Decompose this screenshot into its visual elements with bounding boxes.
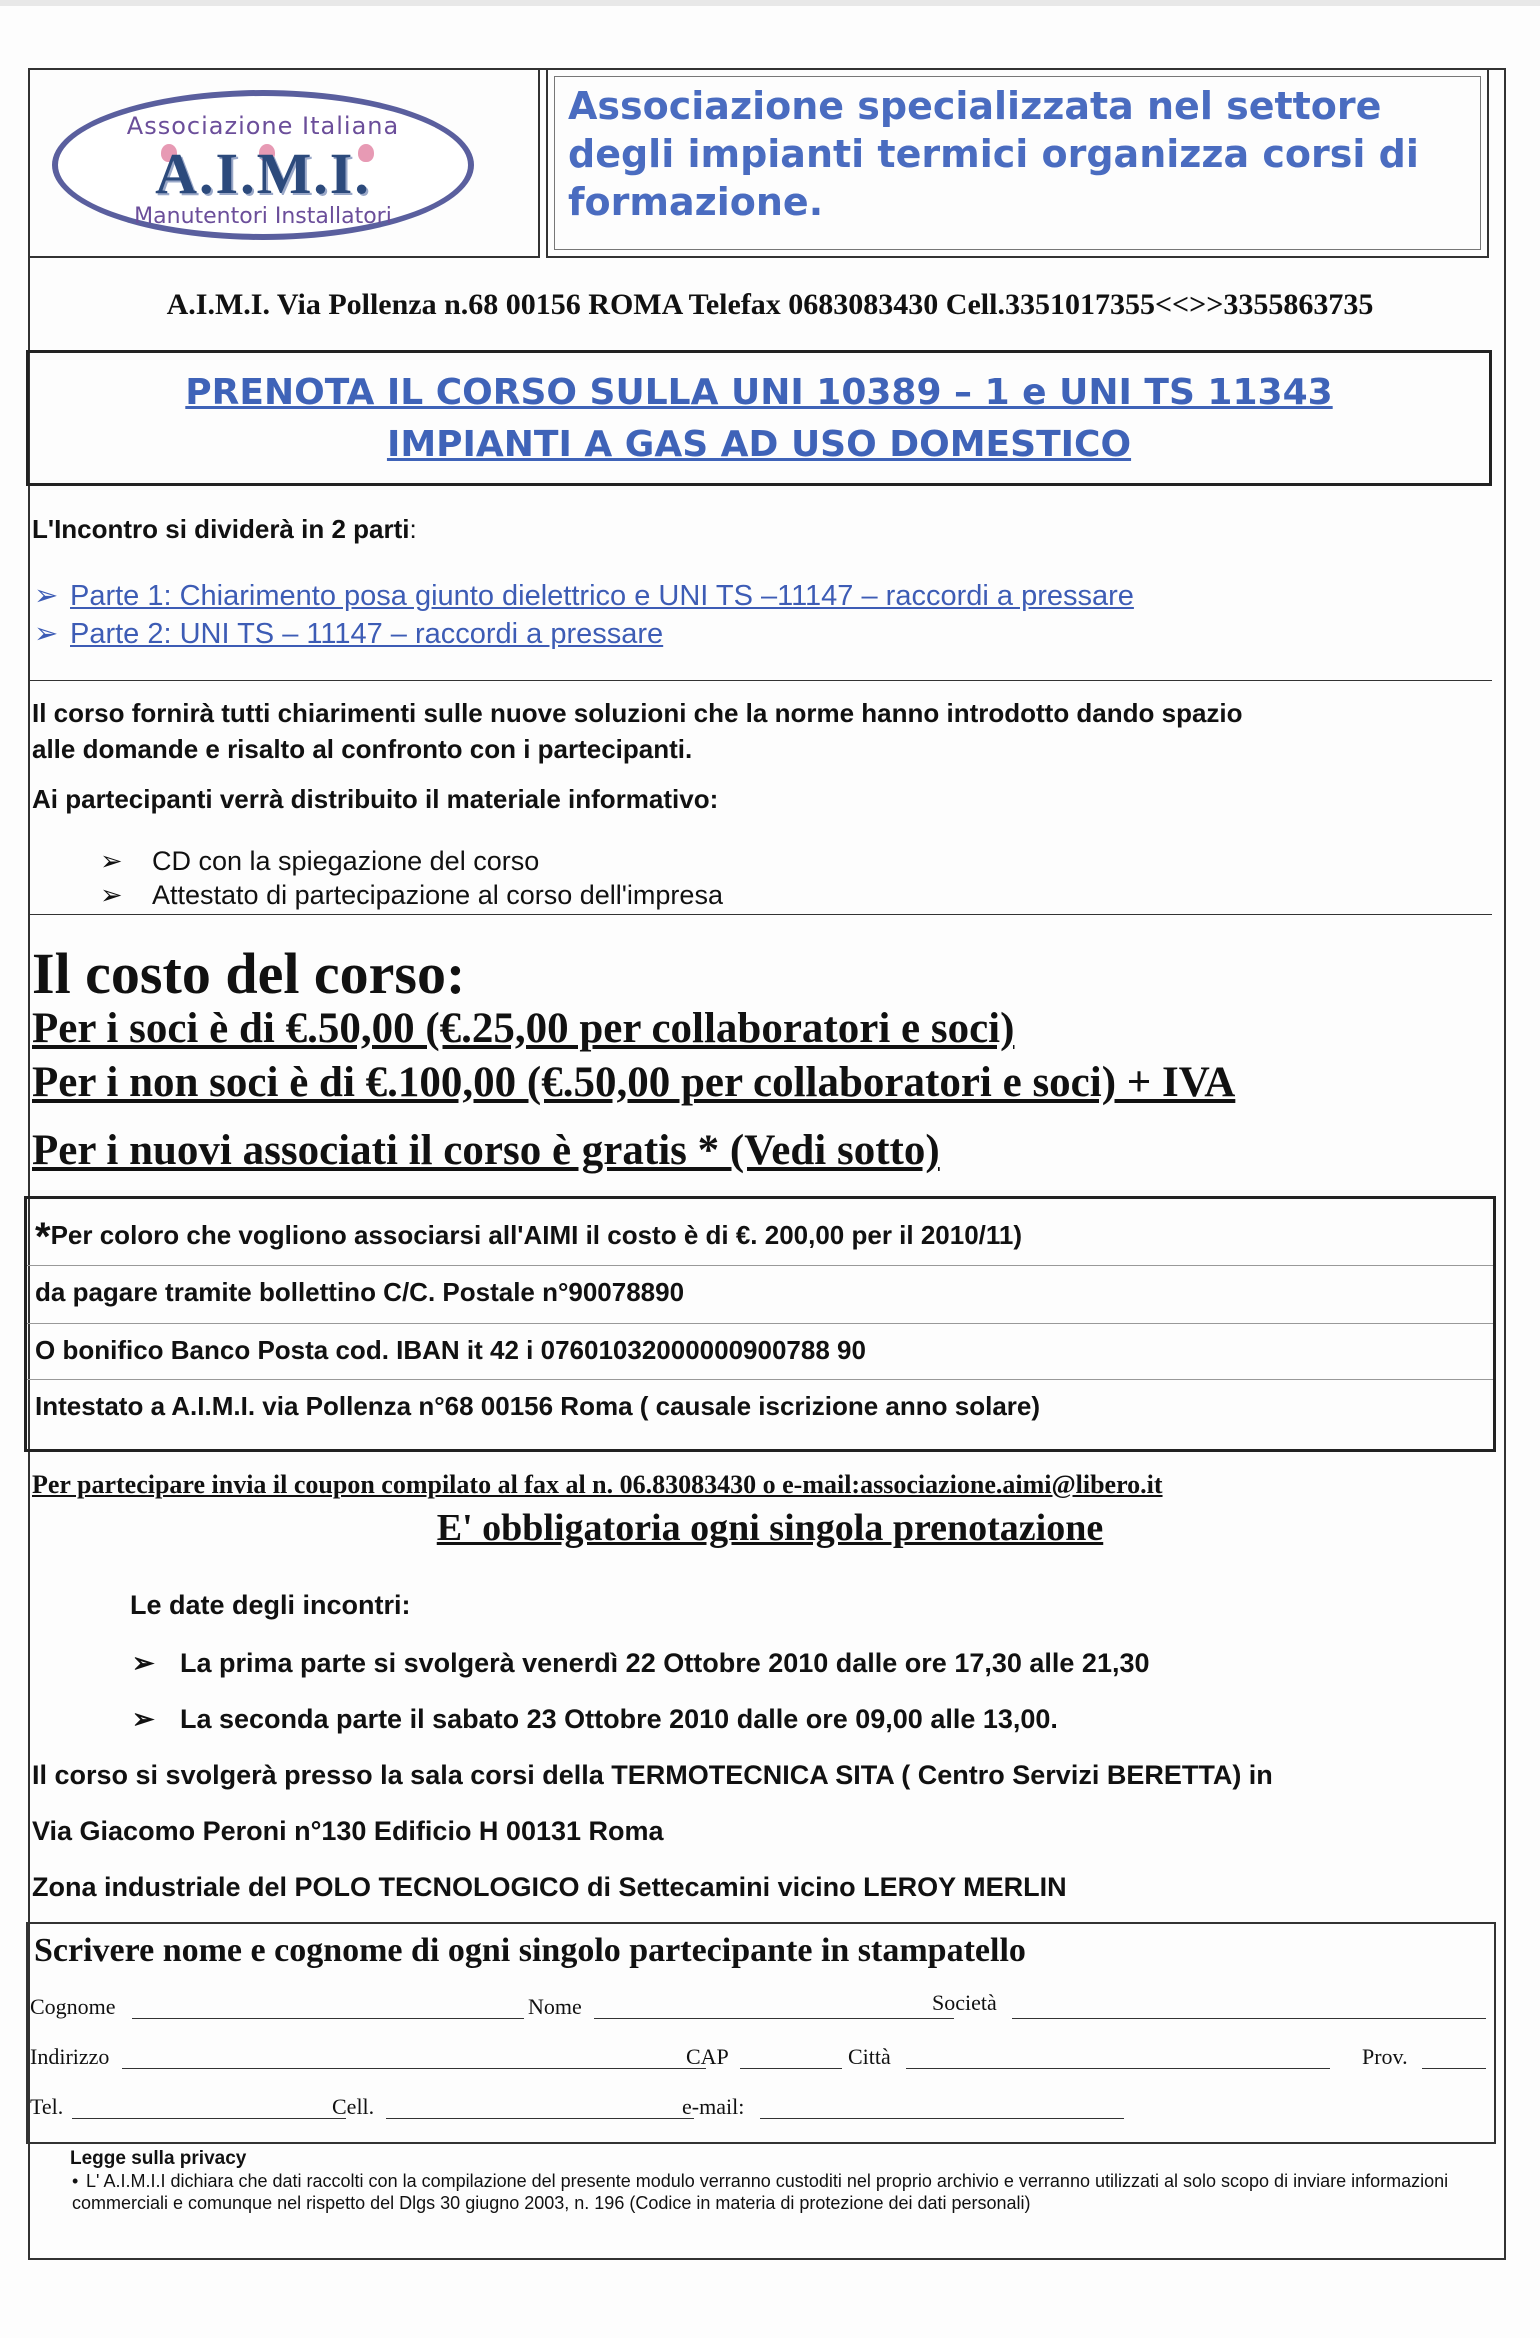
tel-field[interactable]: [72, 2118, 346, 2119]
indirizzo-field[interactable]: [122, 2068, 706, 2069]
send-instructions: Per partecipare invia il coupon compilato al fax al n. 06.83083430 o e-mail:associazione.aimi@libero.it: [32, 1470, 1163, 1499]
part-item: ➢ Parte 1: Chiarimento posa giunto dielettrico e UNI TS –11147 – raccordi a pressare: [34, 580, 1134, 612]
material-item: ➢ Attestato di partecipazione al corso dell'impresa: [100, 880, 723, 910]
registration-form: [26, 1922, 1496, 2144]
description-line2: alle domande e risalto al confronto con i partecipanti.: [32, 734, 693, 764]
venue-line1: Il corso si svolgerà presso la sala corsi della TERMOTECNICA SITA ( Centro Servizi BERETTA) in: [32, 1760, 1273, 1790]
mandatory-booking: E' obbligatoria ogni singola prenotazione: [436, 1507, 1104, 1549]
logo-box: [28, 68, 540, 258]
arrow-bullet-icon: ➢: [100, 846, 123, 876]
header-box: [546, 68, 1489, 258]
cost-line-new-members: Per i nuovi associati il corso è gratis * (Vedi sotto): [32, 1127, 940, 1174]
cognome-field[interactable]: [132, 2018, 524, 2019]
membership-note-box: [24, 1196, 1496, 1452]
cap-label: CAP: [686, 2044, 729, 2069]
header-text: Associazione specializzata nel settore degli impianti termici organizza corsi di formazione.: [568, 84, 1419, 224]
cap-field[interactable]: [740, 2068, 842, 2069]
logo-main-text: A.I.M.I.: [155, 141, 371, 206]
aimi-logo: [52, 90, 474, 240]
logo-bottom-text: Manutentori Installatori: [134, 204, 392, 229]
note-line3: O bonifico Banco Posta cod. IBAN it 42 i 07601032000000900788 90: [35, 1335, 866, 1365]
divider: [30, 680, 1492, 681]
cost-line-soci: Per i soci è di €.50,00 (€.25,00 per collaboratori e soci): [32, 1005, 1015, 1052]
cell-field[interactable]: [386, 2118, 694, 2119]
course-title-line2: IMPIANTI A GAS AD USO DOMESTICO: [386, 424, 1132, 465]
arrow-bullet-icon: ➢: [100, 880, 123, 910]
email-label: e-mail:: [682, 2094, 745, 2119]
venue-line3: Zona industriale del POLO TECNOLOGICO di Settecamini vicino LEROY MERLIN: [32, 1872, 1067, 1902]
citta-label: Città: [848, 2044, 891, 2069]
note-line1: *Per coloro che vogliono associarsi all'AIMI il costo è di €. 200,00 per il 2010/11): [35, 1215, 1023, 1259]
description-line1: Il corso fornirà tutti chiarimenti sulle nuove soluzioni che la norme hanno introdotto dando spazio: [32, 698, 1243, 728]
address-line: A.I.M.I. Via Pollenza n.68 00156 ROMA Telefax 0683083430 Cell.3351017355<<>>3355863735: [166, 288, 1374, 321]
indirizzo-label: Indirizzo: [30, 2044, 110, 2069]
logo-top-text: Associazione Italiana: [126, 112, 400, 140]
note-line4: Intestato a A.I.M.I. via Pollenza n°68 00156 Roma ( causale iscrizione anno solare): [35, 1391, 1041, 1421]
course-title-box: [26, 350, 1492, 486]
scan-edge: [0, 0, 1540, 6]
nome-label: Nome: [528, 1994, 582, 2019]
arrow-bullet-icon: ➢: [132, 1704, 155, 1734]
arrow-bullet-icon: ➢: [34, 580, 59, 612]
material-item: ➢ CD con la spiegazione del corso: [100, 846, 540, 876]
note-line2: da pagare tramite bollettino C/C. Postale n°90078890: [35, 1277, 685, 1307]
email-field[interactable]: [760, 2118, 1124, 2119]
societa-field[interactable]: [1012, 2018, 1486, 2019]
arrow-bullet-icon: ➢: [34, 618, 59, 650]
cognome-label: Cognome: [30, 1994, 116, 2019]
date-item: ➢ La prima parte si svolgerà venerdì 22 Ottobre 2010 dalle ore 17,30 alle 21,30: [132, 1648, 1150, 1678]
cost-line-non-soci: Per i non soci è di €.100,00 (€.50,00 per collaboratori e soci) + IVA: [32, 1059, 1236, 1106]
tel-label: Tel.: [30, 2094, 64, 2119]
citta-field[interactable]: [906, 2068, 1330, 2069]
course-title-line1: PRENOTA IL CORSO SULLA UNI 10389 – 1 e UNI TS 11343: [185, 372, 1333, 413]
form-title: Scrivere nome e cognome di ogni singolo partecipante in stampatello: [34, 1932, 1026, 1969]
prov-label: Prov.: [1362, 2044, 1408, 2069]
parts-intro: L'Incontro si dividerà in 2 parti:: [32, 514, 417, 544]
part-item: ➢ Parte 2: UNI TS – 11147 – raccordi a pressare: [34, 618, 664, 650]
dates-intro: Le date degli incontri:: [130, 1590, 411, 1620]
cost-title: Il costo del corso:: [32, 941, 466, 1006]
bullet-icon: •: [72, 2171, 79, 2191]
societa-label: Società: [932, 1990, 997, 2015]
divider: [30, 914, 1492, 915]
date-item: ➢ La seconda parte il sabato 23 Ottobre 2010 dalle ore 09,00 alle 13,00.: [132, 1704, 1058, 1734]
arrow-bullet-icon: ➢: [132, 1648, 155, 1678]
privacy-text: • L' A.I.M.I.I dichiara che dati raccolti con la compilazione del presente modulo verranno custoditi nel proprio archivio e verranno utilizzati al solo scopo di inviare informazioni commerciali e comunque nel rispetto del Dlgs 30 giugno 2003, n. 196 (Codice in materia di protezione dei dati personali): [72, 2171, 1449, 2213]
materials-intro: Ai partecipanti verrà distribuito il materiale informativo:: [32, 784, 719, 814]
privacy-title: Legge sulla privacy: [70, 2148, 247, 2169]
cell-label: Cell.: [332, 2094, 375, 2119]
venue-line2: Via Giacomo Peroni n°130 Edificio H 00131 Roma: [32, 1816, 664, 1846]
nome-field[interactable]: [594, 2018, 954, 2019]
prov-field[interactable]: [1422, 2068, 1486, 2069]
